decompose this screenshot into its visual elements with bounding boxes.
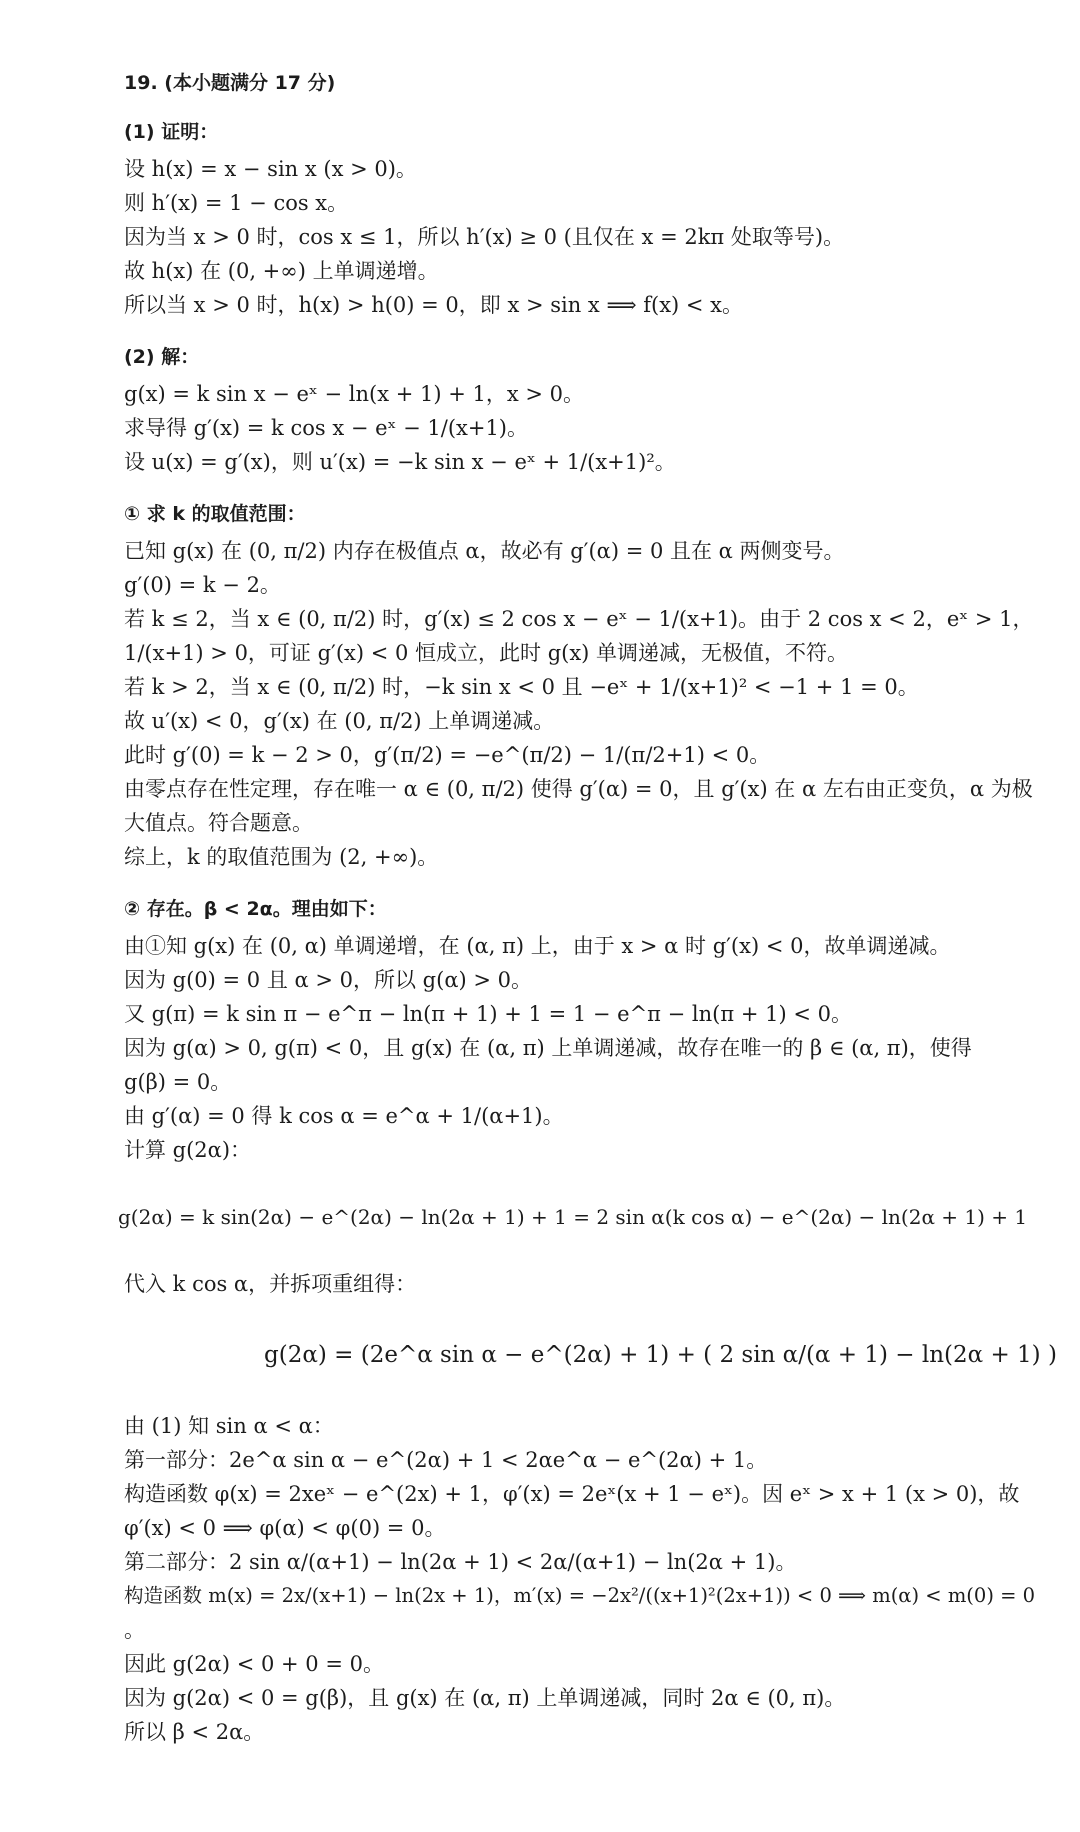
solution-line: g′(0) = k − 2。 <box>124 573 281 597</box>
solution-line: 由①知 g(x) 在 (0, α) 单调递增，在 (α, π) 上，由于 x > α 时 g′(x) < 0，故单调递减。 <box>124 934 951 958</box>
proof-line: 设 h(x) = x − sin x (x > 0)。 <box>124 157 417 181</box>
solution-line: 求导得 g′(x) = k cos x − eˣ − 1/(x+1)。 <box>124 416 529 440</box>
display-equation: g(2α) = k sin(2α) − e^(2α) − ln(2α + 1) + 1 = 2 sin α(k cos α) − e^(2α) − ln(2α + 1) + 1 <box>118 1205 1028 1229</box>
solution-line: 第二部分：2 sin α/(α+1) − ln(2α + 1) < 2α/(α+1) − ln(2α + 1)。 <box>124 1550 797 1574</box>
proof-line: 所以当 x > 0 时，h(x) > h(0) = 0，即 x > sin x ⟹ f(x) < x。 <box>124 293 744 317</box>
solution-line: 因为 g(0) = 0 且 α > 0，所以 g(α) > 0。 <box>124 968 533 992</box>
solution-line: 由 (1) 知 sin α < α： <box>124 1414 334 1438</box>
part1-body <box>124 152 1020 322</box>
section2-body <box>118 929 1057 1749</box>
solution-line: 。 <box>124 1618 145 1642</box>
solution-line: g(x) = k sin x − eˣ − ln(x + 1) + 1，x > 0。 <box>124 382 585 406</box>
solution-line: 计算 g(2α)： <box>124 1138 252 1162</box>
solution-line: 又 g(π) = k sin π − e^π − ln(π + 1) + 1 = 1 − e^π − ln(π + 1) < 0。 <box>124 1002 852 1026</box>
solution-line: φ′(x) < 0 ⟹ φ(α) < φ(0) = 0。 <box>124 1516 446 1540</box>
solution-line: 因为 g(α) > 0, g(π) < 0，且 g(x) 在 (α, π) 上单调递减，故存在唯一的 β ∈ (α, π)，使得 <box>124 1036 972 1060</box>
section2-heading: ② 存在。β < 2α。理由如下： <box>124 898 387 920</box>
solution-line: 故 u′(x) < 0，g′(x) 在 (0, π/2) 上单调递减。 <box>124 709 555 733</box>
part1-heading: (1) 证明： <box>124 121 219 143</box>
solution-line: 因此 g(2α) < 0 + 0 = 0。 <box>124 1652 384 1676</box>
solution-line: 此时 g′(0) = k − 2 > 0，g′(π/2) = −e^(π/2) − 1/(π/2+1) < 0。 <box>124 743 771 767</box>
proof-line: 则 h′(x) = 1 − cos x。 <box>124 191 349 215</box>
display-equation: g(2α) = (2e^α sin α − e^(2α) + 1) + ( 2 sin α/(α + 1) − ln(2α + 1) ) <box>264 1342 1057 1368</box>
part2-heading: (2) 解： <box>124 346 200 368</box>
solution-line: 构造函数 φ(x) = 2xeˣ − e^(2x) + 1，φ′(x) = 2eˣ(x + 1 − eˣ)。因 eˣ > x + 1 (x > 0)，故 <box>124 1482 1020 1506</box>
solution-line: 构造函数 m(x) = 2x/(x+1) − ln(2x + 1)，m′(x) = −2x²/((x+1)²(2x+1)) < 0 ⟹ m(α) < m(0) = 0 <box>124 1584 1036 1607</box>
problem-title: 19. (本小题满分 17 分) <box>124 72 336 94</box>
section1-heading: ① 求 k 的取值范围： <box>124 503 306 525</box>
solution-line: 1/(x+1) > 0，可证 g′(x) < 0 恒成立，此时 g(x) 单调递减，无极值，不符。 <box>124 641 849 665</box>
solution-line: 代入 k cos α，并拆项重组得： <box>124 1272 417 1296</box>
solution-line: 综上，k 的取值范围为 (2, +∞)。 <box>124 845 439 869</box>
solution-line: 第一部分：2e^α sin α − e^(2α) + 1 < 2αe^α − e^(2α) + 1。 <box>124 1448 768 1472</box>
proof-line: 故 h(x) 在 (0, +∞) 上单调递增。 <box>124 259 439 283</box>
proof-line: 因为当 x > 0 时，cos x ≤ 1，所以 h′(x) ≥ 0 (且仅在 x = 2kπ 处取等号)。 <box>124 225 845 249</box>
solution-line: 设 u(x) = g′(x)，则 u′(x) = −k sin x − eˣ + 1/(x+1)²。 <box>124 450 676 474</box>
solution-line: g(β) = 0。 <box>124 1070 232 1094</box>
solution-line: 若 k > 2，当 x ∈ (0, π/2) 时，−k sin x < 0 且 −eˣ + 1/(x+1)² < −1 + 1 = 0。 <box>124 675 919 699</box>
solution-line: 所以 β < 2α。 <box>124 1720 265 1744</box>
solution-line: 若 k ≤ 2，当 x ∈ (0, π/2) 时，g′(x) ≤ 2 cos x − eˣ − 1/(x+1)。由于 2 cos x < 2，eˣ > 1， <box>124 607 1034 631</box>
solution-line: 由零点存在性定理，存在唯一 α ∈ (0, π/2) 使得 g′(α) = 0，且 g′(x) 在 α 左右由正变负，α 为极 <box>124 777 1033 801</box>
solution-line: 已知 g(x) 在 (0, π/2) 内存在极值点 α，故必有 g′(α) = 0 且在 α 两侧变号。 <box>124 539 845 563</box>
solution-line: 由 g′(α) = 0 得 k cos α = e^α + 1/(α+1)。 <box>124 1104 564 1128</box>
part2-body <box>124 377 1020 479</box>
solution-line: 因为 g(2α) < 0 = g(β)，且 g(x) 在 (α, π) 上单调递减，同时 2α ∈ (0, π)。 <box>124 1686 846 1710</box>
solution-line: 大值点。符合题意。 <box>124 811 313 835</box>
section1-body <box>124 534 1034 874</box>
